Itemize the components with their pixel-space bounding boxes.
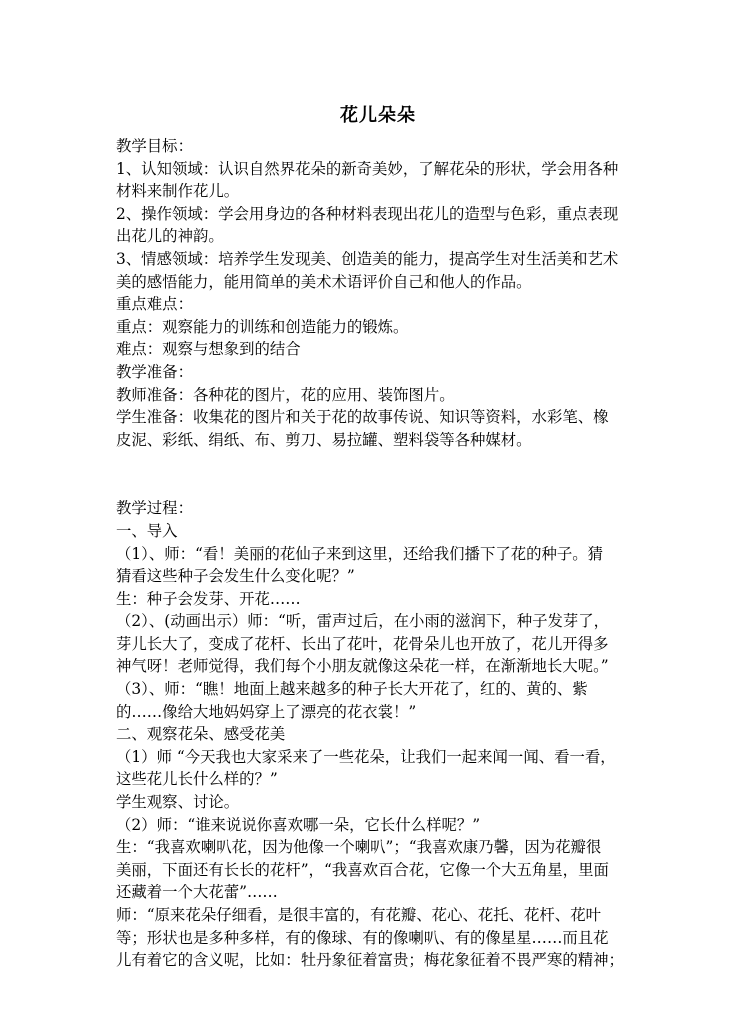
text-line: 一、导入 <box>116 521 178 540</box>
text-line: 皮泥、彩纸、绢纸、布、剪刀、易拉罐、塑料袋等各种媒材。 <box>116 430 532 449</box>
text-line: 这些花儿长什么样的？” <box>116 770 278 789</box>
text-line: 美的感悟能力，能用简单的美术术语评价自己和他人的作品。 <box>116 272 532 291</box>
text-line: 重点：观察能力的训练和创造能力的锻炼。 <box>116 317 409 336</box>
text-line: 猜看这些种子会发生什么变化呢？” <box>116 567 355 586</box>
text-line: 重点难点： <box>116 295 193 314</box>
text-line: 等；形状也是多种多样，有的像球、有的像喇叭、有的像星星……而且花 <box>116 928 609 947</box>
text-line: 难点：观察与想象到的结合 <box>116 340 301 359</box>
section-teaching-process <box>116 497 640 971</box>
text-line: 1、认知领域：认识自然界花朵的新奇美妙，了解花朵的形状，学会用各种 <box>116 159 619 178</box>
text-line: （1）、师：“看！美丽的花仙子来到这里，还给我们播下了花的种子。猜 <box>116 544 604 563</box>
text-line: 儿有着它的含义呢，比如：牡丹象征着富贵；梅花象征着不畏严寒的精神； <box>116 951 624 970</box>
text-line: 2、操作领域：学会用身边的各种材料表现出花儿的造型与色彩，重点表现 <box>116 204 619 223</box>
text-line: 美丽，下面还有长长的花杆”，“我喜欢百合花，它像一个大五角星，里面 <box>116 860 609 879</box>
text-line: 教学准备： <box>116 362 193 381</box>
text-line: 师：“原来花朵仔细看，是很丰富的，有花瓣、花心、花托、花杆、花叶 <box>116 906 601 924</box>
text-line: 教学过程： <box>116 499 193 518</box>
text-line: 二、观察花朵、感受花美 <box>116 725 286 744</box>
text-line: 神气呀！老师觉得，我们每个小朋友就像这朵花一样，在渐渐地长大呢。” <box>116 657 609 676</box>
text-line: 教学目标： <box>116 137 193 155</box>
text-line: 生：“我喜欢喇叭花，因为他像一个喇叭”；“我喜欢康乃馨，因为花瓣很 <box>116 838 602 857</box>
text-line: （2）、(动画出示）师：“听，雷声过后，在小雨的滋润下，种子发芽了， <box>116 612 610 631</box>
text-line: 出花儿的神韵。 <box>116 227 224 246</box>
text-line: （3）、师：“瞧！地面上越来越多的种子长大开花了，红的、黄的、紫 <box>116 680 588 699</box>
text-line: 学生观察、讨论。 <box>116 793 240 812</box>
text-line: （1）师 “今天我也大家采来了一些花朵，让我们一起来闻一闻、看一看， <box>116 747 616 766</box>
text-line: 学生准备：收集花的图片和关于花的故事传说、知识等资料，水彩笔、橡 <box>116 408 609 427</box>
text-line: 教师准备：各种花的图片，花的应用、装饰图片。 <box>116 385 455 404</box>
document-page <box>116 104 640 972</box>
text-line: 材料来制作花儿。 <box>116 182 240 201</box>
text-line: 3、情感领域：培养学生发现美、创造美的能力，提高学生对生活美和艺术 <box>116 249 619 268</box>
text-line: （2）师：“谁来说说你喜欢哪一朵，它长什么样呢？” <box>116 815 481 834</box>
text-line: 芽儿长大了，变成了花杆、长出了花叶，花骨朵儿也开放了，花儿开得多 <box>116 634 609 653</box>
document-title: 花儿朵朵 <box>340 105 416 126</box>
section-objectives-and-preparation <box>116 135 640 451</box>
paragraph-gap <box>116 451 640 497</box>
text-line: 生：种子会发芽、开花…… <box>116 589 301 608</box>
text-line: 的……像给大地妈妈穿上了漂亮的花衣裳！” <box>116 702 417 721</box>
text-line: 还藏着一个大花蕾”…… <box>116 883 278 902</box>
